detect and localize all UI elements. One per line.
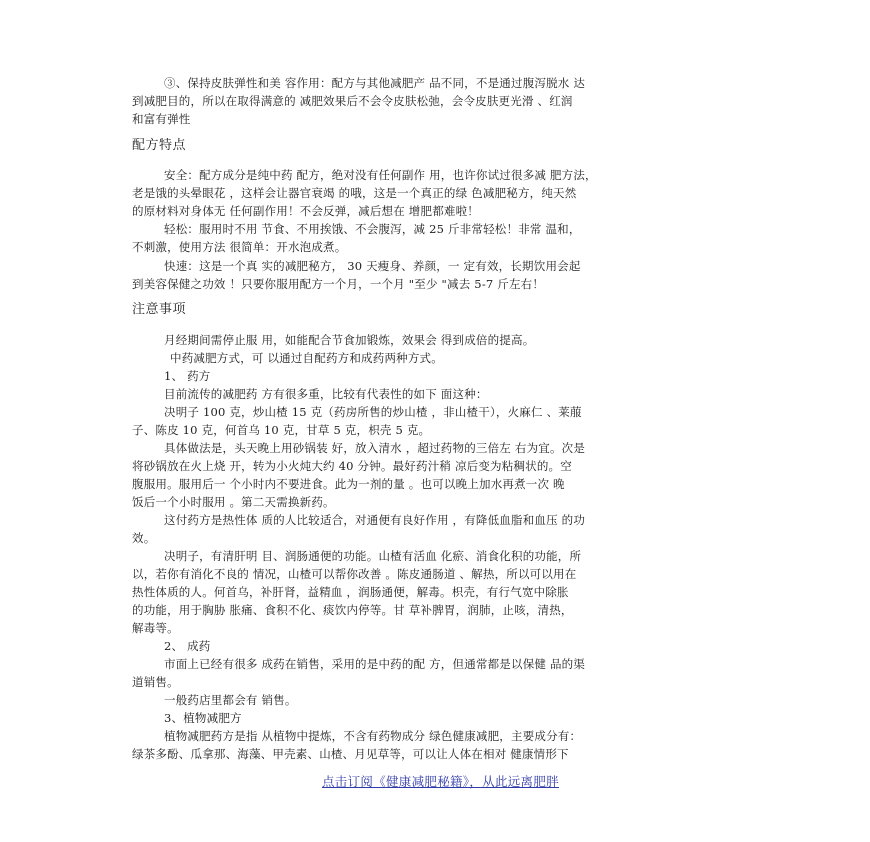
intro-line-3: 和富有弹性 xyxy=(132,112,191,126)
intro-line-2: 到减肥目的，所以在取得满意的 减肥效果后不会令皮肤松弛，会令皮肤更光滑 、红润 xyxy=(132,94,573,108)
section-heading-precautions: 注意事项 xyxy=(132,302,187,317)
section2-line-16: 的功能，用于胸胁 胀痛、食积不化、痰饮内停等。甘 草补脾胃，润肺，止咳，清热， xyxy=(132,603,573,617)
section2-line-22: 3、植物减肥方 xyxy=(164,711,242,725)
section2-line-18: 2、 成药 xyxy=(164,639,211,653)
section2-line-8: 将砂锅放在火上烧 开，转为小火炖大约 40 分钟。最好药汁稍 凉后变为粘稠状的。空 xyxy=(132,459,572,473)
section2-line-17: 解毒等。 xyxy=(132,621,179,635)
section2-line-10: 饭后一个小时服用 。第二天需换新药。 xyxy=(132,495,335,509)
section2-line-4: 目前流传的减肥药 方有很多重，比较有代表性的如下 面这种： xyxy=(164,387,488,401)
section2-line-2: 中药减肥方式，可 以通过自配药方和成药两种方式。 xyxy=(170,351,443,365)
section2-line-19: 市面上已经有很多 成药在销售，采用的是中药的配 方，但通常都是以保健 品的渠 xyxy=(164,657,586,671)
section2-line-12: 效。 xyxy=(132,531,156,545)
section2-line-15: 热性体质的人。何首乌，补肝肾，益精血 ，润肠通便，解毒。枳壳，有行气宽中除胀 xyxy=(132,585,569,599)
section2-line-21: 一般药店里都会有 销售。 xyxy=(164,693,297,707)
section2-line-1: 月经期间需停止服 用，如能配合节食加锻炼，效果会 得到成倍的提高。 xyxy=(164,333,535,347)
section2-line-3: 1、 药方 xyxy=(164,369,211,383)
section2-line-20: 道销售。 xyxy=(132,675,179,689)
section1-line-3: 的原材料对身体无 任何副作用！不会反弹，减后想在 增肥都难啦！ xyxy=(132,204,480,218)
section1-line-1: 安全：配方成分是纯中药 配方，绝对没有任何副作 用，也许你试过很多减 肥方法， xyxy=(164,168,597,182)
section-heading-formula-features: 配方特点 xyxy=(132,138,187,153)
section2-line-24: 绿茶多酚、瓜拿那、海藻、甲壳素、山楂、月见草等，可以让人体在相对 健康情形下 xyxy=(132,747,569,761)
section2-line-23: 植物减肥药方是指 从植物中提炼，不含有药物成分 绿色健康减肥，主要成分有： xyxy=(164,729,582,743)
subscribe-link[interactable]: 点击订阅《健康减肥秘籍》，从此远离肥胖 xyxy=(322,774,559,789)
section1-line-5: 不刺激，使用方法 很简单：开水泡成煮。 xyxy=(132,240,347,254)
section1-line-7: 到美容保健之功效 ！只要你服用配方一个月，一个月 "至少 "减去 5-7 斤左右！ xyxy=(132,277,545,291)
section2-line-7: 具体做法是，头天晚上用砂锅装 好，放入清水 ，超过药物的三倍左 右为宜。次是 xyxy=(164,441,586,455)
section2-line-14: 以，若你有消化不良的 情况，山楂可以帮你改善 。陈皮通肠道 、解热，所以可以用在 xyxy=(132,567,577,581)
section2-line-5: 决明子 100 克，炒山楂 15 克（药房所售的炒山楂 ，非山楂干），火麻仁 、莱菔 xyxy=(164,405,582,419)
section2-line-11: 这付药方是热性体 质的人比较适合，对通便有良好作用 ，有降低血脂和血压 的功 xyxy=(164,513,586,527)
section2-line-6: 子、陈皮 10 克，何首乌 10 克，甘草 5 克，枳壳 5 克。 xyxy=(132,423,431,437)
section2-line-13: 决明子，有清肝明 目、润肠通便的功能。山楂有活血 化瘀、消食化积的功能，所 xyxy=(164,549,582,563)
section1-line-2: 老是饿的头晕眼花 ，这样会让器官衰竭 的哦，这是一个真正的绿 色减肥秘方，纯天然 xyxy=(132,186,577,200)
section1-line-6: 快速：这是一个真 实的减肥秘方， 30 天瘦身、养颜，一 定有效，长期饮用会起 xyxy=(164,259,581,273)
section2-line-9: 腹服用。服用后一 个小时内不要进食。此为一剂的量 。也可以晚上加水再煮一次 晚 xyxy=(132,477,565,491)
section1-line-4: 轻松：服用时不用 节食、不用挨饿、不会腹泻，减 25 斤非常轻松！非常 温和， xyxy=(164,222,581,236)
intro-line-1: ③、保持皮肤弹性和美 容作用：配方与其他减肥产 品不同，不是通过腹泻脱水 达 xyxy=(164,76,586,90)
